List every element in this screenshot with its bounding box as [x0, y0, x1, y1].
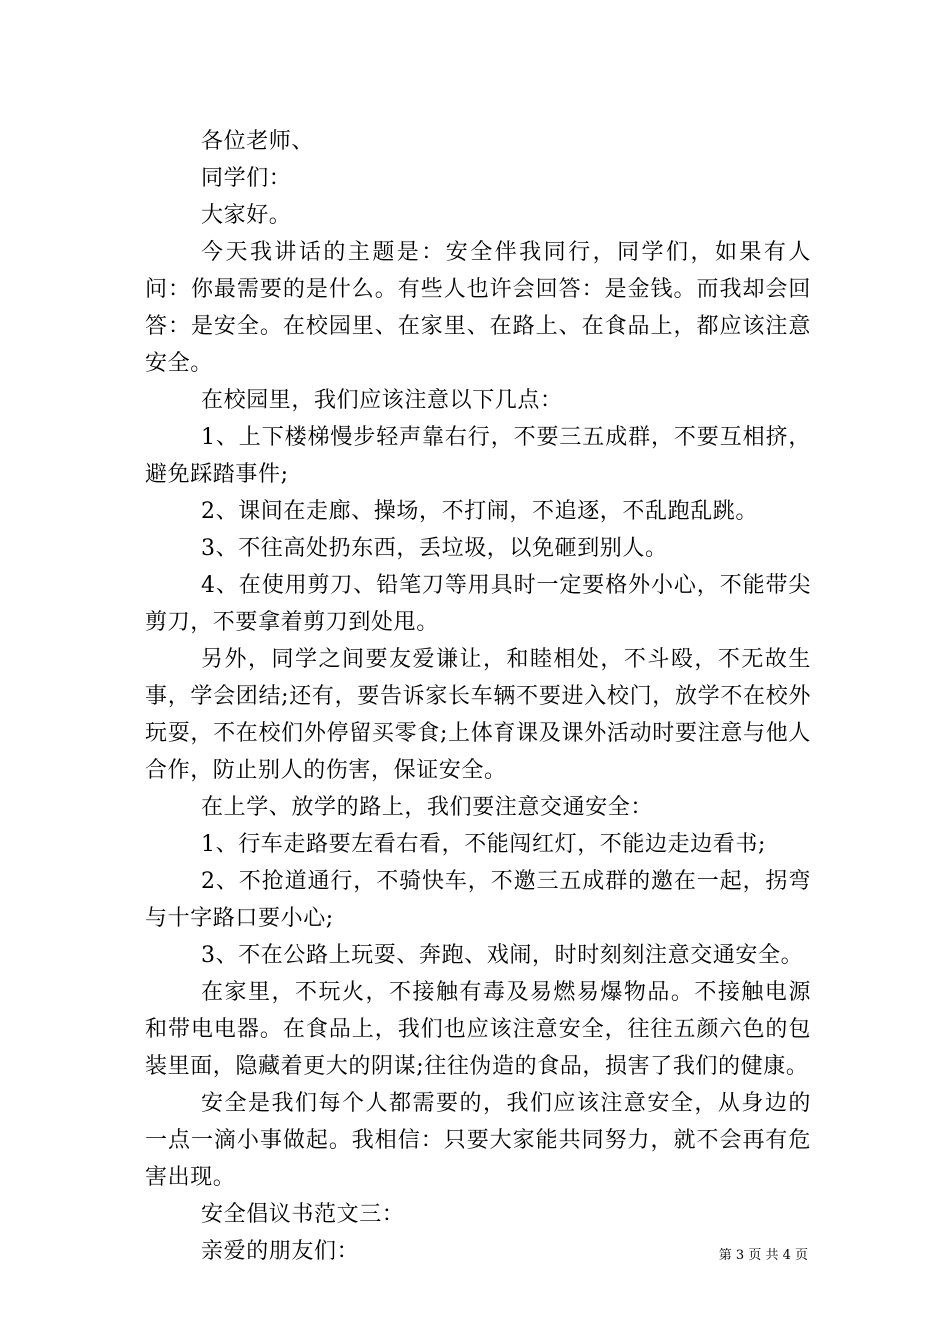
list-item-campus-2: 2、课间在走廊、操场，不打闹，不追逐，不乱跑乱跳。	[201, 499, 758, 524]
document-body	[145, 123, 811, 1270]
list-item-campus-4: 4、在使用剪刀、铅笔刀等用具时一定要格外小心，不能带尖剪刀，不要拿着剪刀到处甩。	[145, 573, 811, 635]
list-item-campus-1: 1、上下楼梯慢步轻声靠右行，不要三五成群，不要互相挤，避免踩踏事件;	[145, 425, 811, 487]
page-footer	[0, 1248, 808, 1264]
list-item-road-1: 1、行车走路要左看右看，不能闯红灯，不能边走边看书;	[201, 832, 767, 857]
salutation-friends: 亲爱的朋友们：	[201, 1239, 360, 1264]
section-heading-sample-three: 安全倡议书范文三：	[201, 1202, 405, 1227]
paragraph-campus-intro: 在校园里，我们应该注意以下几点：	[201, 388, 563, 413]
list-item-road-3: 3、不在公路上玩耍、奔跑、戏闹，时时刻刻注意交通安全。	[201, 943, 804, 968]
paragraph-topic: 今天我讲话的主题是：安全伴我同行，同学们，如果有人问：你最需要的是什么。有些人也许会回答：是金钱。而我却会回答：是安全。在校园里、在家里、在路上、在食品上，都应该注意安全。	[145, 240, 811, 376]
greeting-students: 同学们：	[201, 166, 292, 191]
page-number-indicator: 第 3 页 共 4 页	[718, 1248, 808, 1263]
paragraph-friendship: 另外，同学之间要友爱谦让，和睦相处，不斗殴，不无故生事，学会团结;还有，要告诉家长车辆不要进入校门，放学不在校外玩耍，不在校们外停留买零食;上体育课及课外活动时要注意与他人合作，防止别人的伤害，保证安全。	[145, 647, 811, 783]
list-item-campus-3: 3、不往高处扔东西，丢垃圾，以免砸到别人。	[201, 536, 668, 561]
paragraph-conclusion: 安全是我们每个人都需要的，我们应该注意安全，从身边的一点一滴小事做起。我相信：只要大家能共同努力，就不会再有危害出现。	[145, 1091, 811, 1190]
greeting-hello: 大家好。	[201, 203, 292, 228]
paragraph-road-intro: 在上学、放学的路上，我们要注意交通安全：	[201, 795, 654, 820]
paragraph-home-food: 在家里，不玩火，不接触有毒及易燃易爆物品。不接触电源和带电电器。在食品上，我们也应该注意安全，往往五颜六色的包装里面，隐藏着更大的阴谋;往往伪造的食品，损害了我们的健康。	[145, 980, 811, 1079]
greeting-teachers: 各位老师、	[201, 129, 315, 154]
list-item-road-2: 2、不抢道通行，不骑快车，不邀三五成群的邀在一起，拐弯与十字路口要小心;	[145, 869, 811, 931]
